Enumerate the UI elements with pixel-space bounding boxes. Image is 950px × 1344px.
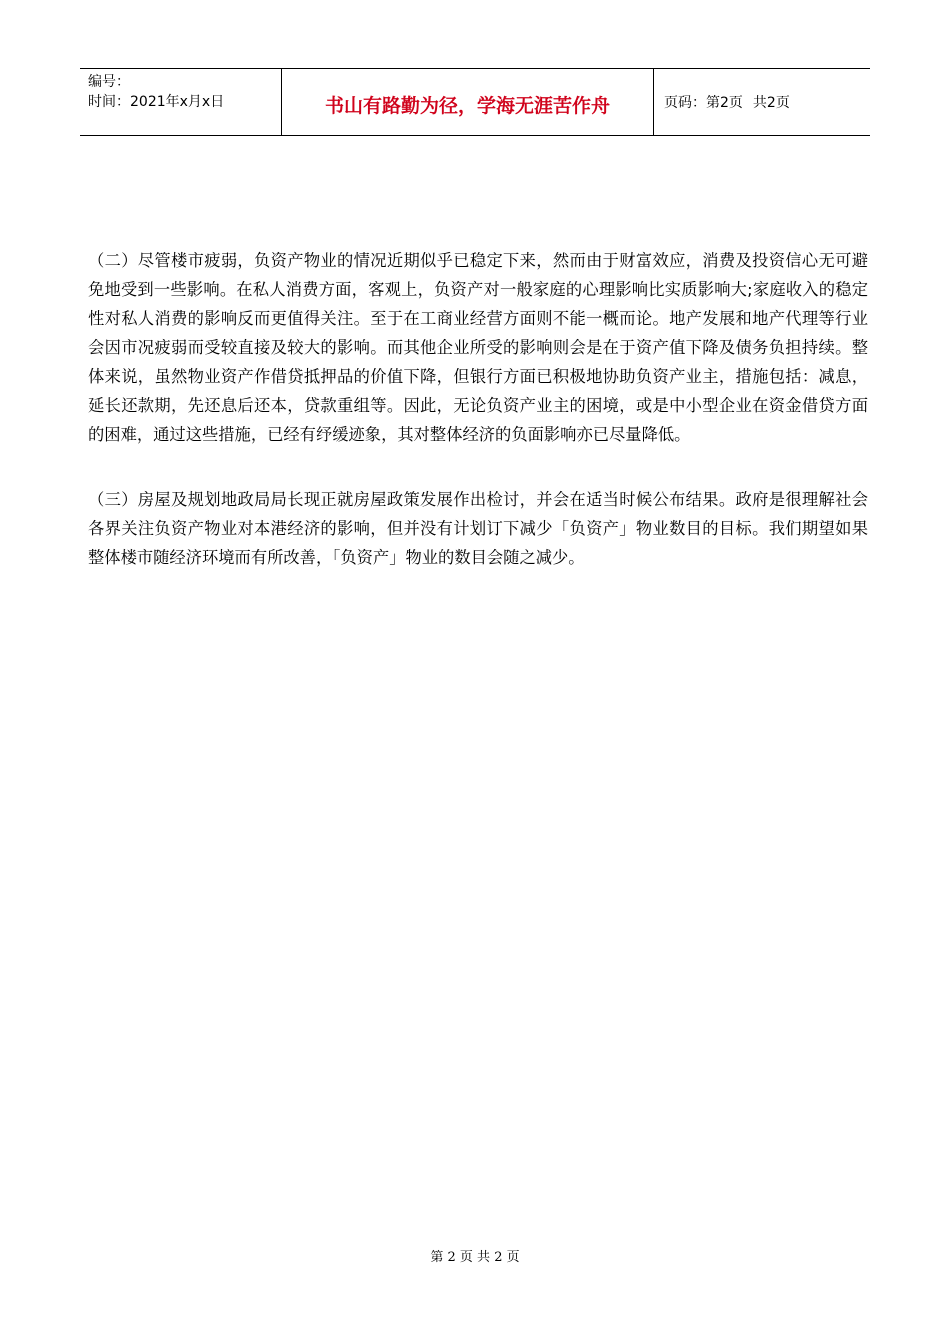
header-motto: 书山有路勤为径，学海无涯苦作舟 — [282, 69, 654, 135]
body-paragraph-2: （二）尽管楼市疲弱，负资产物业的情况近期似乎已稳定下来，然而由于财富效应，消费及投资信心无可避免地受到一些影响。在私人消费方面，客观上，负资产对一般家庭的心理影响比实质影响大;家庭收入的稳定性对私人消费的影响反而更值得关注。至于在工商业经营方面则不能一概而论。地产发展和地产代理等行业会因市况疲弱而受较直接及较大的影响。而其他企业所受的影响则会是在于资产值下降及债务负担持续。整体来说，虽然物业资产作借贷抵押品的价值下降，但银行方面已积极地协助负资产业主，措施包括：减息，延长还款期，先还息后还本，贷款重组等。因此，无论负资产业主的困境，或是中小型企业在资金借贷方面的困难，通过这些措施，已经有纾缓迹象，其对整体经济的负面影响亦已尽量降低。 — [88, 251, 868, 444]
page-footer: 第 2 页 共 2 页 — [430, 1250, 520, 1265]
header-page-total: 共2页 — [752, 95, 790, 111]
header-page-number: 页码：第2页 — [664, 95, 743, 111]
document-number-label: 编号： — [88, 74, 130, 90]
document-body — [88, 246, 868, 608]
header-meta — [80, 69, 282, 135]
header-page-info — [654, 69, 870, 135]
body-paragraph-3: （三）房屋及规划地政局局长现正就房屋政策发展作出检讨，并会在适当时候公布结果。政府是很理解社会各界关注负资产物业对本港经济的影响，但并没有计划订下减少「负资产」物业数目的目标。我们期望如果整体楼市随经济环境而有所改善，「负资产」物业的数目会随之减少。 — [88, 490, 868, 567]
page-header — [80, 68, 870, 136]
document-date-label: 时间：2021年x月x日 — [88, 94, 225, 110]
